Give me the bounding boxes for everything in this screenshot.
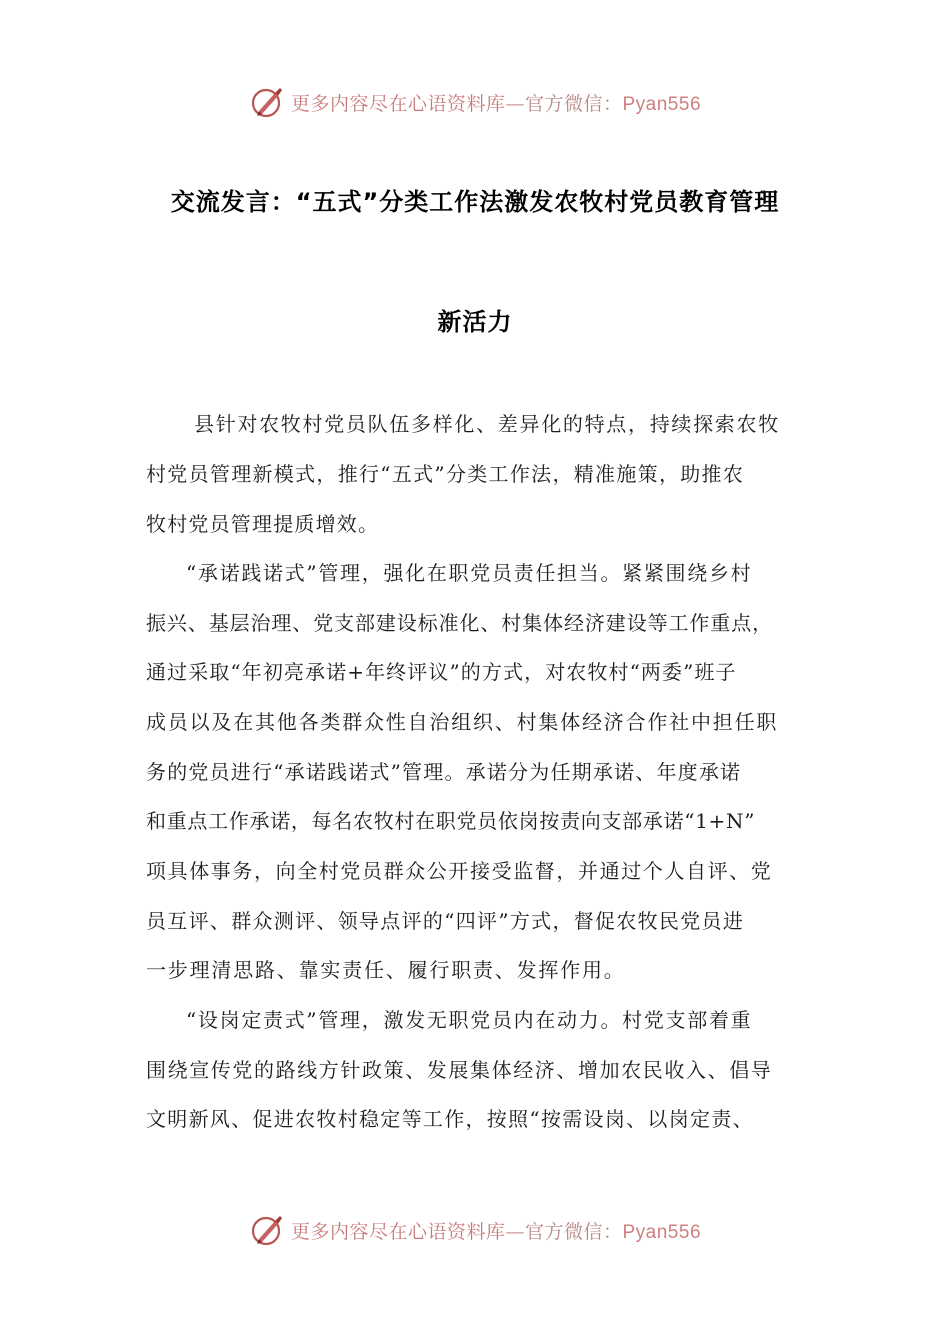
body-line: 务的党员进行“承诺践诺式”管理。承诺分为任期承诺、年度承诺 xyxy=(146,760,742,784)
body-line: 成员以及在其他各类群众性自治组织、村集体经济合作社中担任职 xyxy=(146,710,779,734)
body-line: 围绕宣传党的路线方针政策、发展集体经济、增加农民收入、倡导 xyxy=(146,1058,773,1082)
body-line: 通过采取“年初亮承诺+年终评议”的方式，对农牧村“两委”班子 xyxy=(146,660,737,684)
header-wechat-label: 官方微信： xyxy=(524,92,623,115)
footer-wechat-id: Pyan556 xyxy=(622,1221,702,1243)
body-line: “承诺践诺式”管理，强化在职党员责任担当。紧紧围绕乡村 xyxy=(186,561,753,585)
body-line: 员互评、群众测评、领导点评的“四评”方式，督促农牧民党员进 xyxy=(146,909,745,933)
header-dash: — xyxy=(505,92,525,115)
body-line: 文明新风、促进农牧村稳定等工作，按照“按需设岗、以岗定责、 xyxy=(146,1107,754,1131)
body-line: 村党员管理新模式，推行“五式”分类工作法，精准施策，助推农 xyxy=(146,462,745,486)
pen-logo-icon xyxy=(249,1212,285,1248)
body-line: “设岗定责式”管理，激发无职党员内在动力。村党支部着重 xyxy=(186,1008,753,1032)
header-watermark xyxy=(0,80,950,124)
header-site-text: 更多内容尽在心语资料库 xyxy=(290,92,506,115)
document-title-line-1: 交流发言：“五式”分类工作法激发农牧村党员教育管理 xyxy=(170,188,780,216)
body-line: 一步理清思路、靠实责任、履行职责、发挥作用。 xyxy=(146,958,626,982)
footer-site-text: 更多内容尽在心语资料库 xyxy=(290,1220,506,1243)
footer-wechat-label: 官方微信： xyxy=(524,1220,623,1243)
footer-dash: — xyxy=(505,1220,525,1243)
footer-watermark xyxy=(0,1208,950,1252)
pen-logo-icon xyxy=(249,84,285,120)
body-line: 和重点工作承诺，每名农牧村在职党员依岗按责向支部承诺“1+N” xyxy=(146,809,756,833)
body-line: 牧村党员管理提质增效。 xyxy=(146,512,380,536)
body-line: 振兴、基层治理、党支部建设标准化、村集体经济建设等工作重点， xyxy=(146,611,773,635)
body-line: 项具体事务，向全村党员群众公开接受监督，并通过个人自评、党 xyxy=(146,859,773,883)
document-title-line-2: 新活力 xyxy=(437,308,513,336)
body-line: 县针对农牧村党员队伍多样化、差异化的特点，持续探索农牧 xyxy=(194,412,780,436)
header-wechat-id: Pyan556 xyxy=(622,93,702,115)
